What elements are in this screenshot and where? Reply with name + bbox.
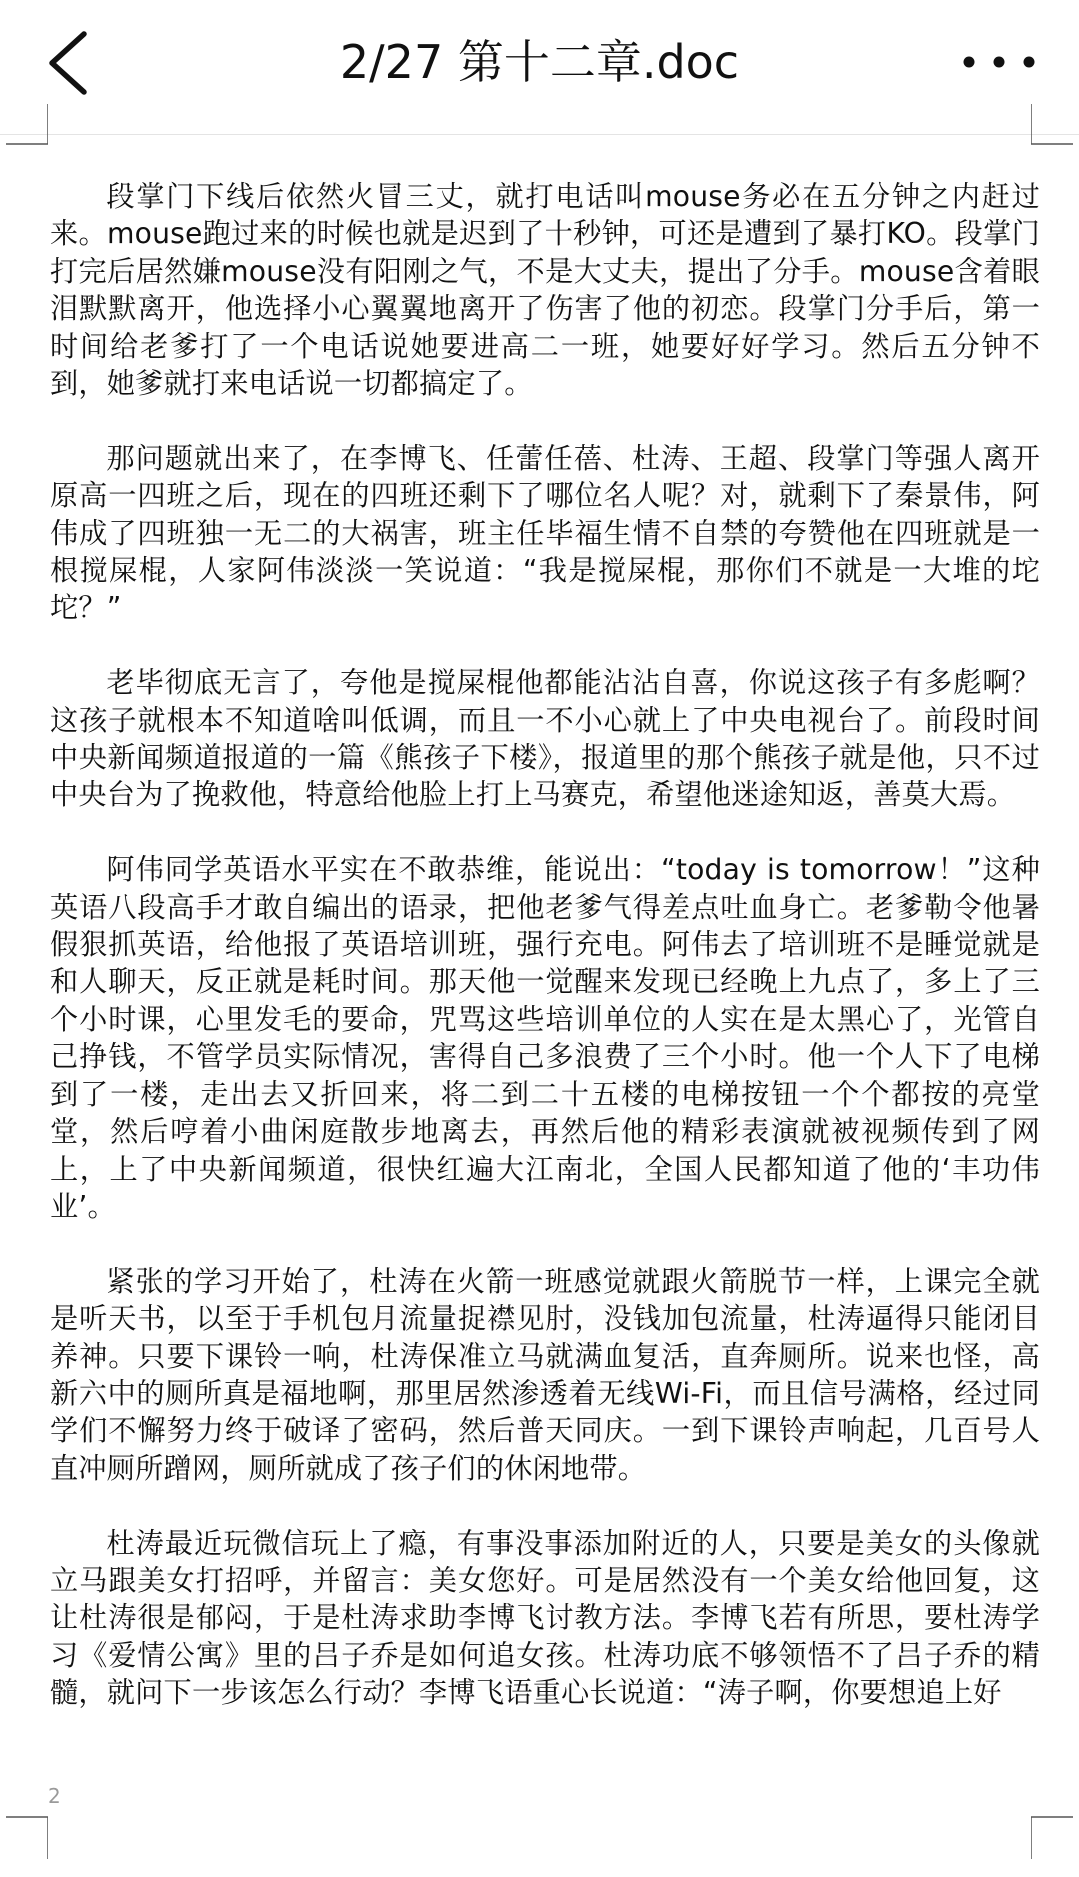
paragraph: 段掌门下线后依然火冒三丈，就打电话叫mouse务必在五分钟之内赶过来。mouse跑过来的时候也就是迟到了十秒钟，可还是遭到了暴打KO。段掌门打完后居然嫌mouse没有阳刚之气，不是大丈夫，提出了分手。mouse含着眼泪默默离开，他选择小心翼翼地离开了伤害了他的初恋。段掌门分手后，第一时间给老爹打了一个电话说她要进高二一班，她要好好学习。然后五分钟不到，她爹就打来电话说一切都搞定了。 — [50, 180, 1040, 401]
page-corner-mark-bottom-right — [1031, 1815, 1075, 1859]
paragraph: 紧张的学习开始了，杜涛在火箭一班感觉就跟火箭脱节一样，上课完全就是听天书，以至于手机包月流量捉襟见肘，没钱加包流量，杜涛逼得只能闭目养神。只要下课铃一响，杜涛保准立马就满血复活，直奔厕所。说来也怪，高新六中的厕所真是福地啊，那里居然渗透着无线Wi-Fi，而且信号满格，经过同学们不懈努力终于破译了密码，然后普天同庆。一到下课铃声响起，几百号人直冲厕所蹭网，厕所就成了孩子们的休闲地带。 — [50, 1264, 1040, 1485]
top-bar — [0, 0, 1079, 135]
chevron-left-icon — [40, 28, 96, 98]
paragraph: 老毕彻底无言了，夸他是搅屎棍他都能沾沾自喜，你说这孩子有多彪啊？这孩子就根本不知道啥叫低调，而且一不小心就上了中央电视台了。前段时间中央新闻频道报道的一篇《熊孩子下楼》，报道里的那个熊孩子就是他，只不过中央台为了挽救他，特意给他脸上打上马赛克，希望他迷途知返，善莫大焉。 — [50, 666, 1040, 812]
page-corner-mark-top-left — [4, 104, 48, 148]
back-button[interactable] — [40, 28, 96, 98]
more-horizontal-icon — [957, 40, 1041, 84]
more-options-button[interactable] — [957, 40, 1041, 84]
paragraph: 杜涛最近玩微信玩上了瘾，有事没事添加附近的人，只要是美女的头像就立马跟美女打招呼，并留言：美女您好。可是居然没有一个美女给他回复，这让杜涛很是郁闷，于是杜涛求助李博飞讨教方法。李博飞若有所思，要杜涛学习《爱情公寓》里的吕子乔是如何追女孩。杜涛功底不够领悟不了吕子乔的精髓，就问下一步该怎么行动？李博飞语重心长说道：“涛子啊，你要想追上好 — [50, 1526, 1040, 1710]
page-number: 2 — [48, 1784, 61, 1808]
document-title: 2/27 第十二章.doc — [339, 35, 740, 89]
paragraph: 阿伟同学英语水平实在不敢恭维，能说出：“today is tomorrow！”这种英语八段高手才敢自编出的语录，把他老爹气得差点吐血身亡。老爹勒令他暑假狠抓英语，给他报了英语培训班，强行充电。阿伟去了培训班不是睡觉就是和人聊天，反正就是耗时间。那天他一觉醒来发现已经晚上九点了，多上了三个小时课，心里发毛的要命，咒骂这些培训单位的人实在是太黑心了，光管自己挣钱，不管学员实际情况，害得自己多浪费了三个小时。他一个人下了电梯到了一楼，走出去又折回来，将二到二十五楼的电梯按钮一个个都按的亮堂堂，然后哼着小曲闲庭散步地离去，再然后他的精彩表演就被视频传到了网上，上了中央新闻频道，很快红遍大江南北，全国人民都知道了他的‘丰功伟业’。 — [50, 853, 1040, 1223]
page-corner-mark-top-right — [1031, 104, 1075, 148]
document-body — [50, 178, 1040, 1749]
page-corner-mark-bottom-left — [4, 1815, 48, 1859]
paragraph: 那问题就出来了，在李博飞、任蕾任蓓、杜涛、王超、段掌门等强人离开原高一四班之后，现在的四班还剩下了哪位名人呢？对，就剩下了秦景伟，阿伟成了四班独一无二的大祸害，班主任毕福生情不自禁的夸赞他在四班就是一根搅屎棍，人家阿伟淡淡一笑说道：“我是搅屎棍，那你们不就是一大堆的坨坨？” — [50, 441, 1040, 625]
